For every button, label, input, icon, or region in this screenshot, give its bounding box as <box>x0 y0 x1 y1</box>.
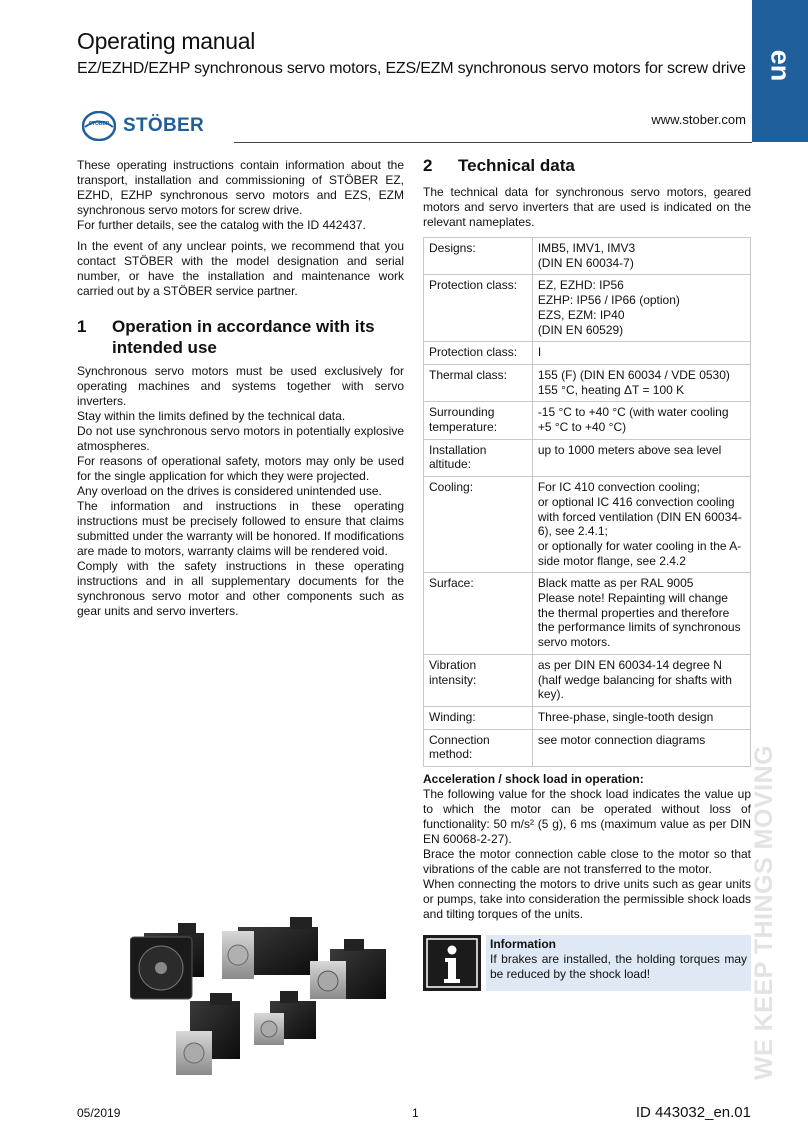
stober-logo <box>82 111 204 141</box>
spec-value: up to 1000 meters above sea level <box>532 439 750 476</box>
spec-label: Protection class: <box>424 342 533 365</box>
technical-data-table <box>423 237 751 767</box>
table-row <box>424 477 751 573</box>
language-tab <box>752 0 808 142</box>
intro-contact-paragraph: In the event of any unclear points, we recommend that you contact STÖBER with the model designation and serial number, or have the installation and maintenance work carried out by a STÖBER service partner. <box>77 239 404 298</box>
information-text: If brakes are installed, the holding torques may be reduced by the shock load! <box>490 952 747 982</box>
spec-value: see motor connection diagrams <box>532 729 750 766</box>
section-1-paragraph: Synchronous servo motors must be used exclusively for operating machines and systems together with servo inverters. <box>77 364 404 408</box>
spec-label: Winding: <box>424 706 533 729</box>
brand-name: STÖBER <box>123 115 204 136</box>
spec-value: 155 (F) (DIN EN 60034 / VDE 0530) 155 °C, heating ΔT = 100 K <box>532 364 750 401</box>
spec-label: Thermal class: <box>424 364 533 401</box>
spec-label: Designs: <box>424 238 533 275</box>
shock-load-paragraph: The following value for the shock load indicates the value up to which the motor can be operated without loss of functionality: 50 m/s² (5 g), 6 ms (maximum value as per DIN EN 60068-2-27). <box>423 787 751 847</box>
logo-mark-text: STÖBER <box>88 121 110 127</box>
footer-page-number: 1 <box>412 1106 419 1120</box>
table-row <box>424 402 751 439</box>
information-content <box>486 935 751 991</box>
table-row <box>424 654 751 706</box>
website-link[interactable]: www.stober.com <box>651 112 746 127</box>
left-column <box>77 158 404 619</box>
table-row <box>424 439 751 476</box>
section-1-paragraph: Do not use synchronous servo motors in potentially explosive atmospheres. <box>77 424 404 453</box>
page-subtitle: EZ/EZHD/EZHP synchronous servo motors, EZS/EZM synchronous servo motors for screw drive <box>77 60 746 77</box>
table-row <box>424 364 751 401</box>
table-row <box>424 706 751 729</box>
section-2-intro: The technical data for synchronous servo motors, geared motors and servo inverters that are used is indicated on the relevant nameplates. <box>423 185 751 229</box>
intro-paragraph: These operating instructions contain information about the transport, installation and commissioning of STÖBER EZ, EZHD, EZHP synchronous servo motors and EZS, EZM synchronous servo motors for screw drive. <box>77 158 404 217</box>
spec-value: as per DIN EN 60034-14 degree N (half wedge balancing for shafts with key). <box>532 654 750 706</box>
spec-label: Surrounding temperature: <box>424 402 533 439</box>
stober-logo-mark-icon <box>82 111 116 141</box>
spec-value: Black matte as per RAL 9005 Please note! Repainting will change the thermal properties and therefore the performance limits of synchronous servo motors. <box>532 573 750 655</box>
spec-value: IMB5, IMV1, IMV3 (DIN EN 60034-7) <box>532 238 750 275</box>
shock-load-heading: Acceleration / shock load in operation: <box>423 772 644 787</box>
section-1-paragraph: Any overload on the drives is considered unintended use. <box>77 484 382 498</box>
shock-load-paragraph: Brace the motor connection cable close to the motor so that vibrations of the cable are not transferred to the motor. <box>423 847 751 877</box>
table-row <box>424 573 751 655</box>
footer-date: 05/2019 <box>77 1106 121 1120</box>
table-row <box>424 238 751 275</box>
section-1-heading <box>77 316 404 358</box>
spec-label: Surface: <box>424 573 533 655</box>
table-row <box>424 275 751 342</box>
information-title: Information <box>490 937 556 952</box>
spec-value: EZ, EZHD: IP56 EZHP: IP56 / IP66 (option) EZS, EZM: IP40 (DIN EN 60529) <box>532 275 750 342</box>
language-code: en <box>765 49 796 82</box>
section-1-paragraph: Stay within the limits defined by the technical data. <box>77 409 346 423</box>
table-row <box>424 342 751 365</box>
section-2-number: 2 <box>423 156 433 175</box>
header-divider <box>234 142 752 143</box>
shock-load-block <box>423 772 751 922</box>
section-1-paragraph: Comply with the safety instructions in these operating instructions and in all supplementary documents for the synchronous servo motor and other components such as gear units and servo inverters. <box>77 559 404 618</box>
shock-load-paragraph: When connecting the motors to drive units such as gear units or pumps, take into consideration the permissible shock loads and tilting torques of the units. <box>423 877 751 922</box>
section-2-heading <box>423 155 751 176</box>
servo-motors-image <box>130 905 400 1115</box>
spec-value: Three-phase, single-tooth design <box>532 706 750 729</box>
spec-label: Protection class: <box>424 275 533 342</box>
section-1-number: 1 <box>77 317 87 336</box>
footer-document-id: ID 443032_en.01 <box>635 1104 751 1121</box>
spec-value: -15 °C to +40 °C (with water cooling +5 °C to +40 °C) <box>532 402 750 439</box>
information-icon <box>423 935 481 991</box>
spec-label: Installation altitude: <box>424 439 533 476</box>
spec-label: Vibration intensity: <box>424 654 533 706</box>
section-1-title: Operation in accordance with its intended use <box>112 317 375 357</box>
table-row <box>424 729 751 766</box>
section-1-paragraph: For reasons of operational safety, motors may only be used for the single application for which they were projected. <box>77 454 404 483</box>
section-1-paragraph: The information and instructions in these operating instructions must be precisely followed to ensure that claims submitted under the warranty will be honored. If modifications are made to motors, warranty claims will be rendered void. <box>77 499 404 558</box>
section-2-title: Technical data <box>458 156 575 175</box>
company-slogan: WE KEEP THINGS MOVING <box>750 744 778 1080</box>
right-column <box>423 155 751 991</box>
information-box <box>423 935 751 991</box>
intro-catalog-note: For further details, see the catalog with the ID 442437. <box>77 218 366 232</box>
spec-label: Connection method: <box>424 729 533 766</box>
page-title: Operating manual <box>77 28 256 54</box>
spec-label: Cooling: <box>424 477 533 573</box>
spec-value: For IC 410 convection cooling; or optional IC 416 convection cooling with forced ventilation (DIN EN 60034-6), see 2.4.1; or optionally for water cooling in the A-side motor flange, see 2.4.2 <box>532 477 750 573</box>
spec-value: I <box>532 342 750 365</box>
